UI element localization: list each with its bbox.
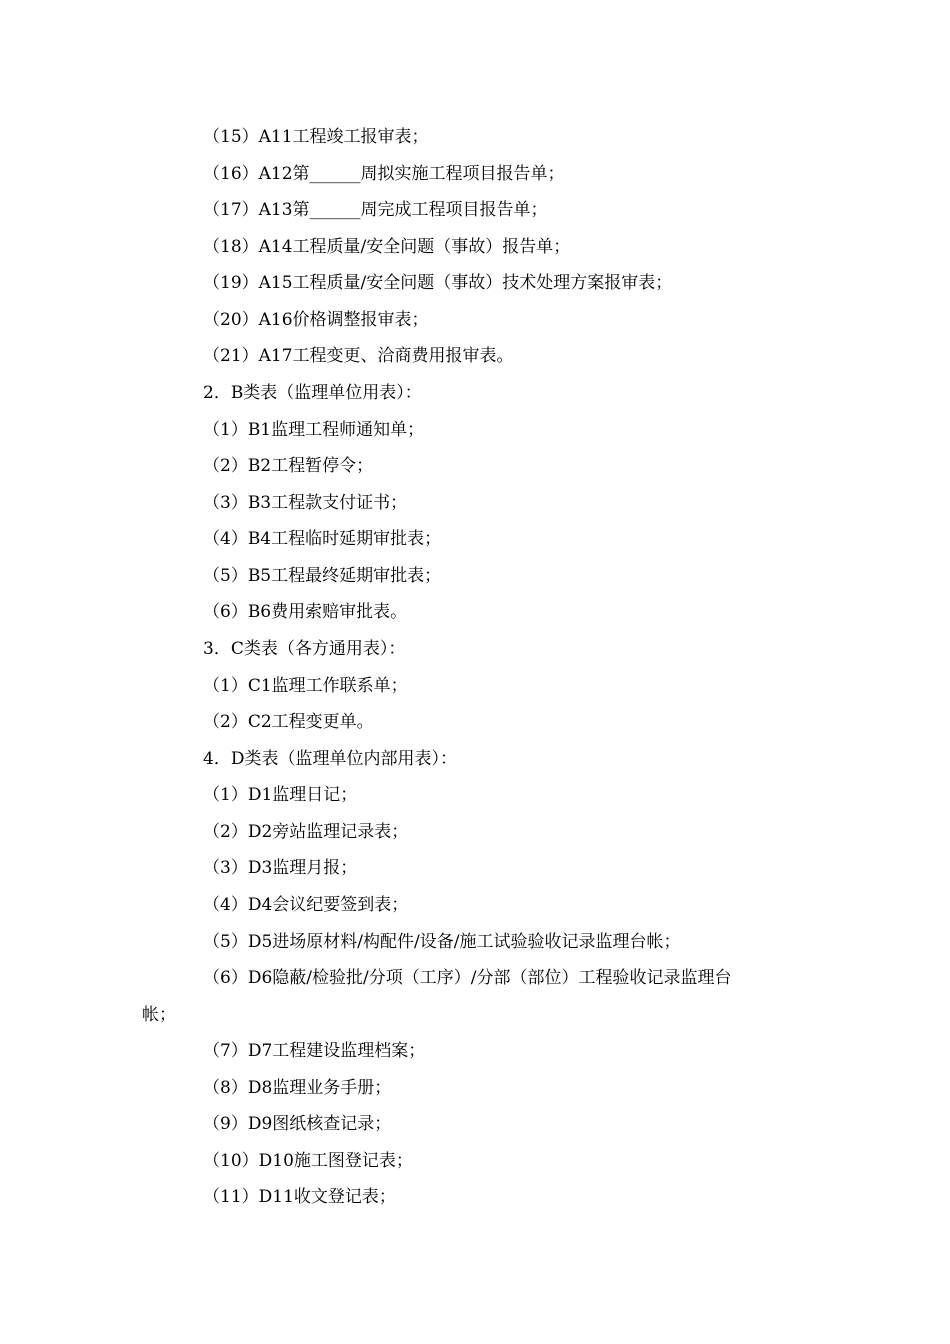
list-item-a16: （20）A16价格调整报审表；: [203, 310, 429, 330]
list-item-d6: （6）D6隐蔽/检验批/分项（工序）/分部（部位）工程验收记录监理台: [203, 968, 732, 988]
list-item-c1: （1）C1监理工作联系单；: [203, 676, 408, 696]
list-item-b6: （6）B6费用索赔审批表。: [203, 602, 408, 622]
list-item-a12: （16）A12第______周拟实施工程项目报告单；: [203, 164, 565, 184]
list-item-d4: （4）D4会议纪要签到表；: [203, 895, 409, 915]
list-item-d7: （7）D7工程建设监理档案；: [203, 1041, 426, 1061]
list-item-b4: （4）B4工程临时延期审批表；: [203, 529, 442, 549]
list-item-b3: （3）B3工程款支付证书；: [203, 493, 408, 513]
list-item-d9: （9）D9图纸核查记录；: [203, 1114, 392, 1134]
list-item-a11: （15）A11工程竣工报审表；: [203, 127, 429, 147]
list-item-d1: （1）D1监理日记；: [203, 785, 358, 805]
section-heading-d: 4．D类表（监理单位内部用表）：: [203, 749, 457, 769]
section-heading-c: 3．C类表（各方通用表）：: [203, 639, 406, 659]
list-item-a15: （19）A15工程质量/安全问题（事故）技术处理方案报审表；: [203, 273, 673, 293]
list-item-b2: （2）B2工程暂停令；: [203, 456, 374, 476]
list-item-a13: （17）A13第______周完成工程项目报告单；: [203, 200, 548, 220]
list-item-d10: （10）D10施工图登记表；: [203, 1151, 413, 1171]
list-item-d5: （5）D5进场原材料/构配件/设备/施工试验验收记录监理台帐；: [203, 932, 681, 952]
list-item-c2: （2）C2工程变更单。: [203, 712, 374, 732]
list-item-d3: （3）D3监理月报；: [203, 858, 358, 878]
list-item-b1: （1）B1监理工程师通知单；: [203, 420, 425, 440]
list-item-d2: （2）D2旁站监理记录表；: [203, 822, 409, 842]
list-item-d6-continued: 帐；: [142, 1005, 176, 1025]
list-item-a14: （18）A14工程质量/安全问题（事故）报告单；: [203, 237, 571, 257]
list-item-d11: （11）D11收文登记表；: [203, 1187, 396, 1207]
section-heading-b: 2．B类表（监理单位用表）：: [203, 383, 422, 403]
list-item-d8: （8）D8监理业务手册；: [203, 1078, 392, 1098]
list-item-a17: （21）A17工程变更、洽商费用报审表。: [203, 346, 514, 366]
list-item-b5: （5）B5工程最终延期审批表；: [203, 566, 442, 586]
